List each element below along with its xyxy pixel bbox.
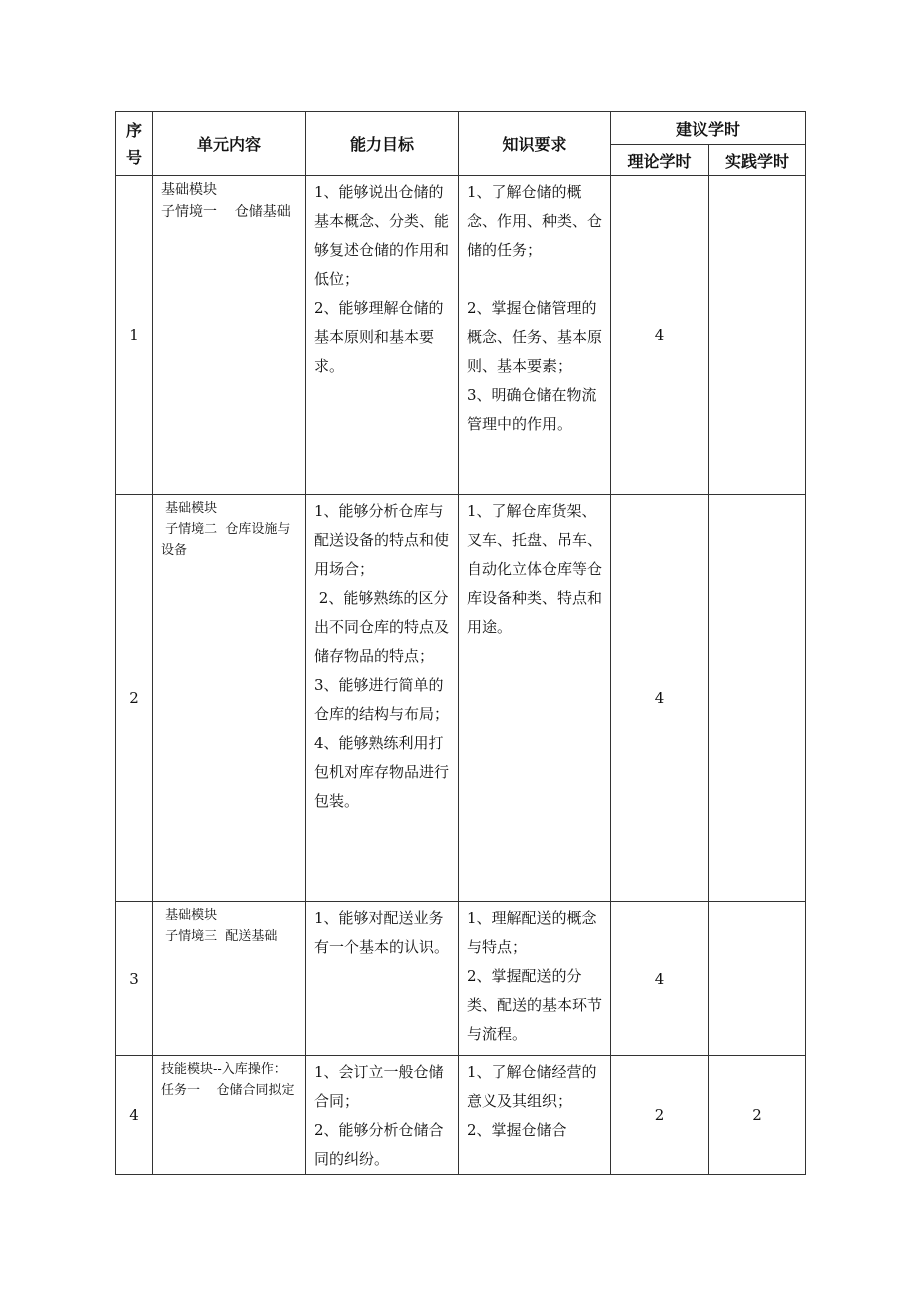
header-unit: 单元内容 [153, 112, 306, 176]
header-row [116, 112, 806, 145]
table-row [116, 495, 806, 902]
table-row [116, 176, 806, 495]
row-practice-hours: 2 [709, 1056, 806, 1175]
row-index: 4 [116, 1056, 153, 1175]
header-index: 序 号 [116, 112, 153, 176]
row-practice-hours [709, 902, 806, 1056]
table-row [116, 1056, 806, 1175]
row-unit: 基础模块 子情境一 仓储基础 [153, 176, 306, 495]
row-index: 3 [116, 902, 153, 1056]
paragraph-gap [467, 265, 604, 294]
row-knowledge: 1、了解仓储经营的意义及其组织； 2、掌握仓储合 [459, 1056, 611, 1175]
header-practice: 实践学时 [709, 145, 806, 176]
row-knowledge: 1、了解仓储的概念、作用、种类、仓储的任务； 2、掌握仓储管理的概念、任务、基本原则、基本要素； 3、明确仓储在物流管理中的作用。 [459, 176, 611, 495]
row-knowledge: 1、理解配送的概念与特点； 2、掌握配送的分类、配送的基本环节与流程。 [459, 902, 611, 1056]
row-theory-hours: 4 [611, 495, 709, 902]
row-index: 1 [116, 176, 153, 495]
row-ability: 1、能够分析仓库与配送设备的特点和使用场合； 2、能够熟练的区分出不同仓库的特点及储存物品的特点； 3、能够进行简单的仓库的结构与布局； 4、能够熟练利用打包机对库存物品进行包装。 [306, 495, 459, 902]
row-theory-hours: 2 [611, 1056, 709, 1175]
row-index: 2 [116, 495, 153, 902]
header-knowledge: 知识要求 [459, 112, 611, 176]
header-ability: 能力目标 [306, 112, 459, 176]
row-unit: 技能模块--入库操作： 任务一 仓储合同拟定 [153, 1056, 306, 1175]
row-practice-hours [709, 176, 806, 495]
row-theory-hours: 4 [611, 902, 709, 1056]
header-hours-group: 建议学时 [611, 112, 806, 145]
row-unit: 基础模块 子情境二 仓库设施与设备 [153, 495, 306, 902]
table-row [116, 902, 806, 1056]
row-ability: 1、能够说出仓储的基本概念、分类、能够复述仓储的作用和低位； 2、能够理解仓储的基本原则和基本要求。 [306, 176, 459, 495]
row-ability: 1、会订立一般仓储合同； 2、能够分析仓储合同的纠纷。 [306, 1056, 459, 1175]
row-ability: 1、能够对配送业务有一个基本的认识。 [306, 902, 459, 1056]
course-table [115, 111, 806, 1175]
row-practice-hours [709, 495, 806, 902]
row-knowledge: 1、了解仓库货架、叉车、托盘、吊车、自动化立体仓库等仓库设备种类、特点和用途。 [459, 495, 611, 902]
row-theory-hours: 4 [611, 176, 709, 495]
row-unit: 基础模块 子情境三 配送基础 [153, 902, 306, 1056]
header-theory: 理论学时 [611, 145, 709, 176]
